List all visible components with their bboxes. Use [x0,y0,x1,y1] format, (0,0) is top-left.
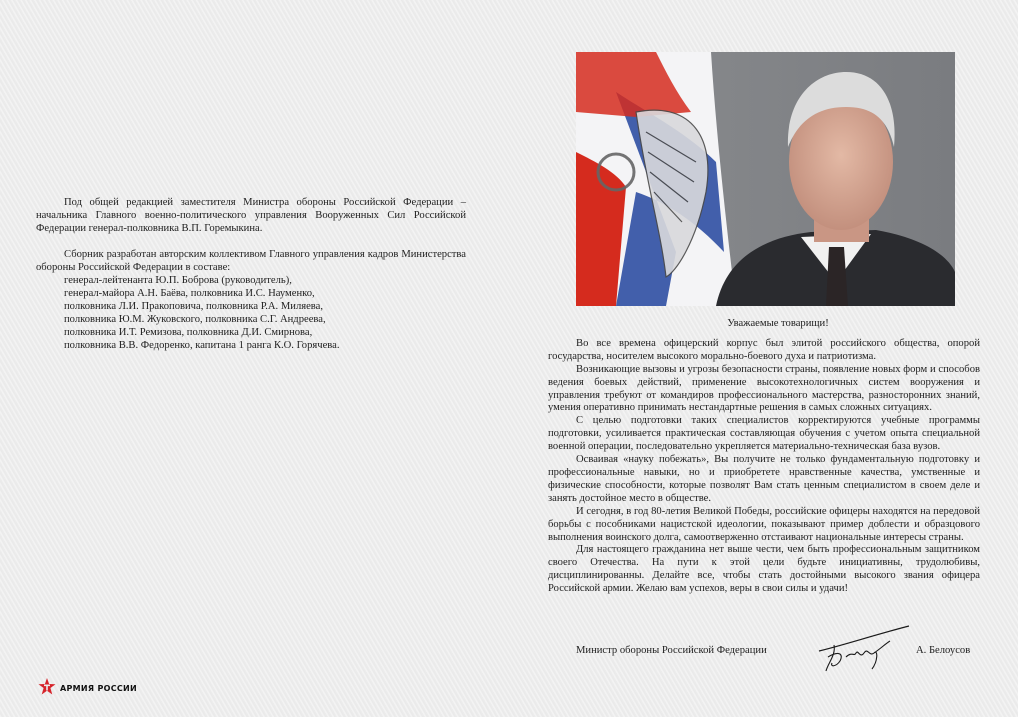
author-line: генерал-лейтенанта Ю.П. Боброва (руководитель), [64,275,292,286]
imprint-block [36,196,466,352]
letter-paragraph: С целью подготовки таких специалистов корректируются учебные программы подготовки, усиливается практическая составляющая обучения с учетом опыта специальной военной операции, последовательно укрепляется материально-техническая база вузов. [548,415,980,453]
portrait-photo [576,52,955,306]
letter-paragraph: Для настоящего гражданина нет выше чести, чем быть профессиональным защитником своего Отечества. На пути к этой цели будьте инициативны, трудолюбивы, дисциплинированны. Делайте все, чтобы стать достойными высокого звания офицера Российской армии. Желаю вам успехов, веры в свои силы и удачи! [548,544,980,595]
author-line: полковника Ю.М. Жуковского, полковника С.Г. Андреева, [64,314,326,325]
handwritten-signature [814,623,914,676]
letter-paragraph: Во все времена офицерский корпус был элитой российского общества, опорой государства, носителем высокого морально-боевого духа и патриотизма. [548,337,980,362]
logo-text: АРМИЯ РОССИИ [60,684,138,693]
red-star-icon [38,678,56,699]
letter-paragraph: Осваивая «науку побежать», Вы получите не только фундаментальную подготовку и профессиональные навыки, но и приобретете нравственные качества, умственные и физические способности, которые позволят Вам стать ценным специалистом в своем деле и занять достойное место в обществе. [548,454,980,504]
army-russia-logo [38,678,137,699]
author-line: полковника В.В. Федоренко, капитана 1 ранга К.О. Горячева. [64,340,340,351]
signer-role: Министр обороны Российской Федерации [576,645,767,656]
authors-intro: Сборник разработан авторским коллективом Главного управления кадров Министерства обороны Российской Федерации в составе: [36,249,466,273]
author-line: генерал-майора А.Н. Баёва, полковника И.С. Науменко, [64,288,315,299]
letter-paragraph: Возникающие вызовы и угрозы безопасности страны, появление новых форм и способов ведения боевых действий, применение высокотехнологичных систем вооружения и управления требуют от командиров профессионального мастерства, разносторонних знаний, умения оперативно принимать нестандартные решения в самых сложных ситуациях. [548,363,980,414]
signature-block [576,641,976,677]
letter-paragraph: И сегодня, в год 80-летия Великой Победы, российские офицеры находятся на передовой борьбы с пособниками нацистской идеологии, показывают пример доблести и образцового выполнения воинского долга, самоотверженно отстаивают национальные интересы страны. [548,505,980,543]
signer-name: А. Белоусов [916,645,971,656]
greeting-heading: Уважаемые товарищи! [727,318,829,329]
author-line: полковника И.Т. Ремизова, полковника Д.И. Смирнова, [64,327,313,338]
editor-note: Под общей редакцией заместителя Министра обороны Российской Федерации – начальника Главного военно-политического управления Вооруженных Сил Российской Федерации генерал-полковника В.П. Горемыкина. [36,197,466,234]
authors-list [36,274,466,352]
address-letter [548,318,980,596]
author-line: полковника Л.И. Пракоповича, полковника Р.А. Миляева, [64,301,324,312]
